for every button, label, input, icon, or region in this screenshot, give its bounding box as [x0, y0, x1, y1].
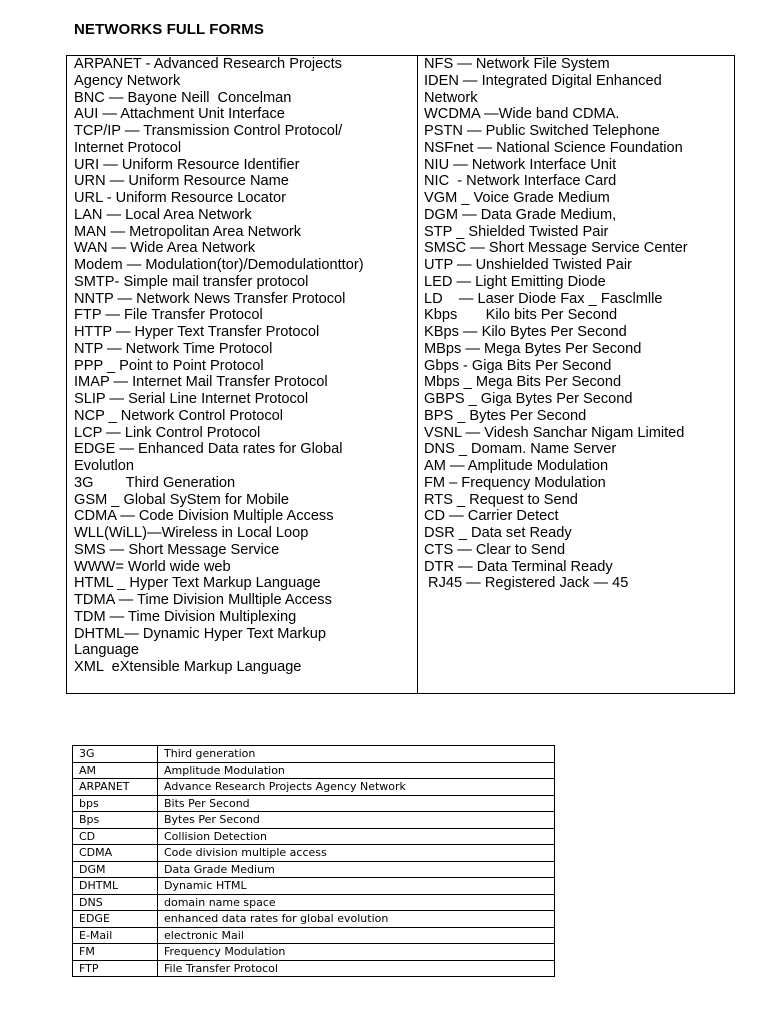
full-form-entry: HTML _ Hyper Text Markup Language	[74, 575, 321, 592]
full-form-entry: NCP _ Network Control Protocol	[74, 407, 283, 424]
full-form-entry: ARPANET - Advanced Research Projects	[74, 56, 342, 72]
full-form-entry: CDMA — Code Division Multiple Access	[74, 508, 334, 525]
full-form-entry: PPP _ Point to Point Protocol	[74, 357, 264, 374]
full-form-entry: VGM _ Voice Grade Medium	[424, 190, 610, 206]
abbreviation-cell: EDGE	[73, 911, 158, 928]
full-form-entry: EDGE — Enhanced Data rates for Global	[74, 441, 343, 458]
full-form-entry: SLIP — Serial Line Internet Protocol	[74, 391, 309, 407]
full-form-cell: Frequency Modulation	[158, 944, 555, 961]
full-form-entry: Internet Protocol	[74, 139, 182, 156]
full-form-entry: DNS _ Domam. Name Server	[424, 441, 617, 458]
full-form-entry: MAN — Metropolitan Area Network	[74, 223, 302, 240]
table-row	[73, 894, 555, 911]
table-row	[73, 927, 555, 944]
full-form-entry: Kbps Kilo bits Per Second	[424, 307, 618, 324]
full-form-entry: NIC - Network Interface Card	[424, 173, 617, 190]
full-form-entry: Gbps - Giga Bits Per Second	[424, 357, 612, 374]
full-form-entry: BPS _ Bytes Per Second	[424, 407, 587, 424]
abbreviation-cell: DNS	[73, 894, 158, 911]
full-form-entry: MBps — Mega Bytes Per Second	[424, 340, 642, 357]
full-form-cell: enhanced data rates for global evolution	[158, 911, 555, 928]
full-form-cell: Bits Per Second	[158, 795, 555, 812]
table-row	[73, 845, 555, 862]
full-form-cell: File Transfer Protocol	[158, 960, 555, 977]
table-row	[73, 878, 555, 895]
full-form-entry: IDEN — Integrated Digital Enhanced	[424, 72, 662, 89]
full-form-entry: IMAP — Internet Mail Transfer Protocol	[74, 374, 328, 391]
full-form-entry: NNTP — Network News Transfer Protocol	[74, 290, 346, 307]
table-row	[73, 861, 555, 878]
full-form-entry: STP _ Shielded Twisted Pair	[424, 223, 609, 240]
full-form-entry: GBPS _ Giga Bytes Per Second	[424, 391, 633, 407]
abbreviation-cell: 3G	[73, 746, 158, 763]
abbreviation-cell: FM	[73, 944, 158, 961]
full-form-entry: AM — Amplitude Modulation	[424, 458, 609, 474]
full-form-entry: TDMA — Time Division Mulltiple Access	[74, 592, 332, 608]
left-column	[74, 56, 414, 676]
full-form-entry: URI — Uniform Resource Identifier	[74, 156, 300, 173]
abbreviation-cell: CD	[73, 828, 158, 845]
full-form-entry: NIU — Network Interface Unit	[424, 156, 617, 173]
full-form-entry: WWW= World wide web	[74, 558, 231, 575]
full-form-entry: XML eXtensible Markup Language	[74, 659, 302, 675]
full-form-entry: SMS — Short Message Service	[74, 541, 280, 558]
abbreviation-cell: ARPANET	[73, 779, 158, 796]
full-form-cell: Amplitude Modulation	[158, 762, 555, 779]
abbreviation-cell: CDMA	[73, 845, 158, 862]
full-form-cell: Data Grade Medium	[158, 861, 555, 878]
abbreviation-cell: E-Mail	[73, 927, 158, 944]
full-form-entry: KBps — Kilo Bytes Per Second	[424, 324, 627, 340]
full-form-entry: RTS _ Request to Send	[424, 491, 578, 508]
full-form-entry: Language	[74, 642, 139, 659]
full-form-entry: FM – Frequency Modulation	[424, 474, 606, 491]
table-row	[73, 795, 555, 812]
full-form-entry: Network	[424, 89, 478, 106]
full-form-entry: WLL(WiLL)—Wireless in Local Loop	[74, 525, 309, 541]
abbreviation-cell: bps	[73, 795, 158, 812]
full-form-cell: domain name space	[158, 894, 555, 911]
full-form-cell: Dynamic HTML	[158, 878, 555, 895]
full-form-entry: AUI — Attachment Unit Interface	[74, 106, 285, 123]
full-form-cell: Bytes Per Second	[158, 812, 555, 829]
full-form-entry: UTP — Unshielded Twisted Pair	[424, 257, 632, 273]
abbreviation-cell: DGM	[73, 861, 158, 878]
full-form-entry: SMTP- Simple mail transfer protocol	[74, 273, 309, 290]
column-divider	[417, 56, 418, 693]
table-row	[73, 746, 555, 763]
full-form-entry: NFS — Network File System	[424, 56, 610, 72]
full-form-entry: LCP — Link Control Protocol	[74, 424, 261, 441]
abbreviation-cell: Bps	[73, 812, 158, 829]
full-form-entry: DTR — Data Terminal Ready	[424, 558, 613, 575]
full-form-entry: DHTML— Dynamic Hyper Text Markup	[74, 625, 326, 642]
full-form-entry: VSNL — Videsh Sanchar Nigam Limited	[424, 424, 685, 441]
abbreviation-table	[72, 745, 555, 977]
right-column	[424, 56, 729, 592]
full-form-entry: LD — Laser Diode Fax _ Fasclmlle	[424, 290, 663, 307]
full-form-cell: Collision Detection	[158, 828, 555, 845]
full-form-cell: Advance Research Projects Agency Network	[158, 779, 555, 796]
abbreviation-cell: FTP	[73, 960, 158, 977]
abbreviation-cell: DHTML	[73, 878, 158, 895]
full-form-entry: DSR _ Data set Ready	[424, 525, 572, 541]
full-form-entry: TDM — Time Division Multiplexing	[74, 608, 297, 625]
full-form-entry: CD — Carrier Detect	[424, 508, 559, 525]
full-form-entry: SMSC — Short Message Service Center	[424, 240, 688, 257]
full-form-entry: 3G Third Generation	[74, 474, 236, 491]
full-form-entry: URN — Uniform Resource Name	[74, 173, 289, 190]
full-form-entry: CTS — Clear to Send	[424, 541, 566, 558]
full-form-entry: LAN — Local Area Network	[74, 206, 252, 223]
table-row	[73, 812, 555, 829]
full-form-entry: FTP — File Transfer Protocol	[74, 307, 263, 324]
full-form-entry: Modem — Modulation(tor)/Demodulationttor)	[74, 257, 364, 273]
abbreviation-cell: AM	[73, 762, 158, 779]
table-row	[73, 960, 555, 977]
full-form-cell: Code division multiple access	[158, 845, 555, 862]
full-form-entry: WCDMA —Wide band CDMA.	[424, 106, 620, 123]
table-row	[73, 911, 555, 928]
full-form-entry: NTP — Network Time Protocol	[74, 340, 273, 357]
full-form-entry: Evolutlon	[74, 458, 135, 474]
full-form-cell: electronic Mail	[158, 927, 555, 944]
table-row	[73, 944, 555, 961]
table-row	[73, 779, 555, 796]
table-row	[73, 762, 555, 779]
full-form-entry: Agency Network	[74, 72, 181, 89]
full-form-entry: RJ45 — Registered Jack — 45	[424, 575, 629, 592]
full-form-entry: DGM — Data Grade Medium,	[424, 206, 617, 223]
full-form-entry: PSTN — Public Switched Telephone	[424, 123, 660, 139]
full-form-entry: LED — Light Emitting Diode	[424, 273, 606, 290]
table-row	[73, 828, 555, 845]
full-forms-table	[66, 55, 735, 694]
full-form-entry: HTTP — Hyper Text Transfer Protocol	[74, 324, 320, 340]
page-title: NETWORKS FULL FORMS	[74, 21, 264, 38]
full-form-entry: URL - Uniform Resource Locator	[74, 190, 286, 206]
full-form-cell: Third generation	[158, 746, 555, 763]
full-form-entry: Mbps _ Mega Bits Per Second	[424, 374, 622, 391]
full-form-entry: NSFnet — National Science Foundation	[424, 139, 683, 156]
full-form-entry: TCP/IP — Transmission Control Protocol/	[74, 123, 343, 139]
full-form-entry: GSM _ Global SyStem for Mobile	[74, 491, 289, 508]
full-form-entry: WAN — Wide Area Network	[74, 240, 256, 257]
full-form-entry: BNC — Bayone Neill Concelman	[74, 89, 292, 106]
